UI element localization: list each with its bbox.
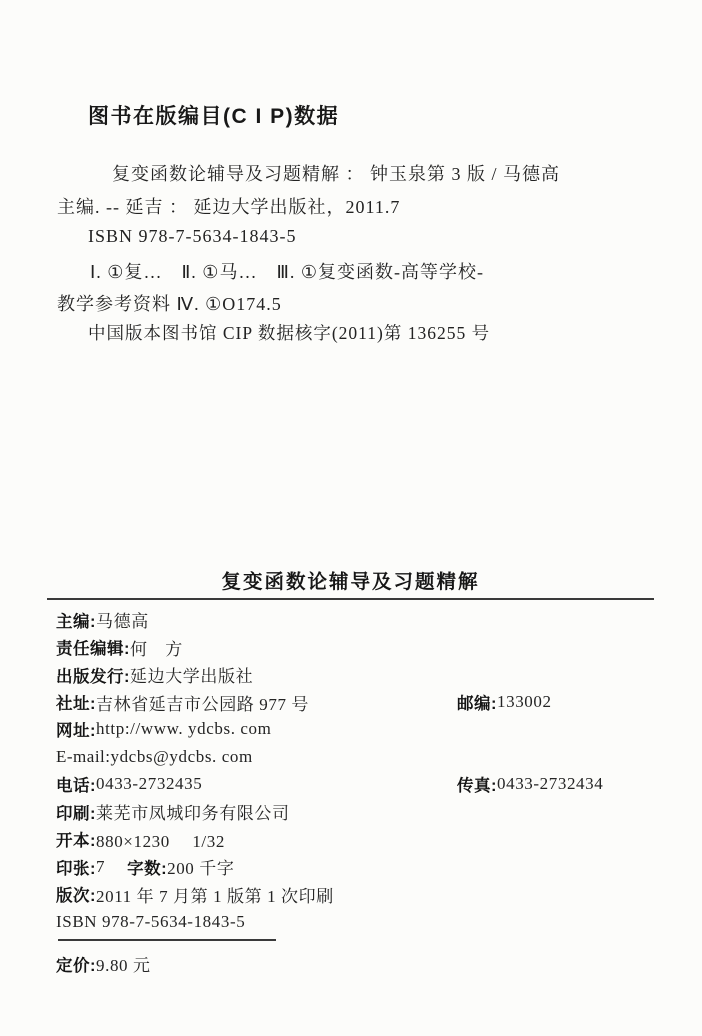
row-chief-editor [56, 606, 656, 633]
row-label: 责任编辑: [56, 640, 130, 659]
row-value: 133002 [497, 692, 552, 712]
row-price [56, 950, 151, 977]
row-label: 字数: [127, 859, 168, 878]
book-title: 复变函数论辅导及习题精解 [221, 571, 480, 593]
row-responsible-editor [56, 633, 656, 660]
row-sheets-wordcount [56, 853, 656, 880]
row-value: 何 方 [130, 639, 183, 659]
cip-classification-line2: 教学参考资料 Ⅳ. ①O174.5 [57, 294, 282, 314]
row-postcode [457, 688, 552, 715]
row-phone [56, 771, 656, 798]
row-format [56, 826, 656, 853]
cip-record-number: 中国版本图书馆 CIP 数据核字(2011)第 136255 号 [88, 323, 491, 343]
row-value: 200 千字 [167, 859, 235, 879]
row-value: ISBN 978-7-5634-1843-5 [56, 911, 246, 931]
row-value: 2011 年 7 月第 1 版第 1 次印刷 [96, 886, 334, 906]
row-value: 马德高 [96, 612, 149, 632]
row-value: 莱芜市凤城印务有限公司 [96, 804, 290, 824]
row-label: E-mail: [56, 746, 111, 766]
row-value: 吉林省延吉市公园路 977 号 [96, 694, 309, 714]
row-edition [56, 880, 656, 907]
row-label: 主编: [56, 612, 96, 631]
row-publisher [56, 661, 656, 688]
row-label: 开本: [56, 832, 96, 851]
row-label: 社址: [56, 695, 96, 714]
cip-isbn: ISBN 978-7-5634-1843-5 [88, 226, 297, 246]
price-value: 9.80 元 [96, 956, 151, 975]
row-value: 0433-2732435 [96, 774, 203, 794]
cip-book-line1: 复变函数论辅导及习题精解 ： 钟玉泉第 3 版 / 马德高 [112, 164, 560, 184]
row-label: 出版发行: [56, 667, 130, 686]
row-label: 电话: [56, 777, 96, 796]
row-value: 880×1230 1/32 [96, 831, 225, 851]
colophon-rows [56, 606, 656, 935]
price-label: 定价: [56, 956, 96, 975]
cip-classification-line1: Ⅰ. ①复… Ⅱ. ①马… Ⅲ. ①复变函数-高等学校- [90, 262, 484, 282]
row-wordcount [127, 854, 234, 879]
row-fax [457, 771, 603, 798]
cip-heading: 图书在版编目(C I P)数据 [88, 105, 340, 128]
row-value: 7 [96, 856, 106, 876]
row-label: 邮编: [457, 695, 497, 714]
row-label: 版次: [56, 887, 96, 906]
title-divider [47, 598, 654, 600]
row-label: 传真: [457, 777, 497, 796]
row-label: 网址: [56, 722, 96, 741]
row-value: http://www. ydcbs. com [96, 719, 272, 739]
price-divider [58, 939, 276, 941]
row-label: 印张: [56, 859, 96, 878]
row-website [56, 716, 656, 743]
row-value: 0433-2732434 [497, 774, 604, 794]
row-value: 延边大学出版社 [130, 667, 254, 687]
cip-book-line2: 主编. -- 延吉 ： 延边大学出版社，2011.7 [57, 197, 401, 217]
row-email [56, 743, 656, 770]
row-isbn [56, 908, 656, 935]
row-value: ydcbs@ydcbs. com [110, 746, 253, 766]
row-label: 印刷: [56, 804, 96, 823]
row-address [56, 688, 656, 715]
row-printer [56, 798, 656, 825]
